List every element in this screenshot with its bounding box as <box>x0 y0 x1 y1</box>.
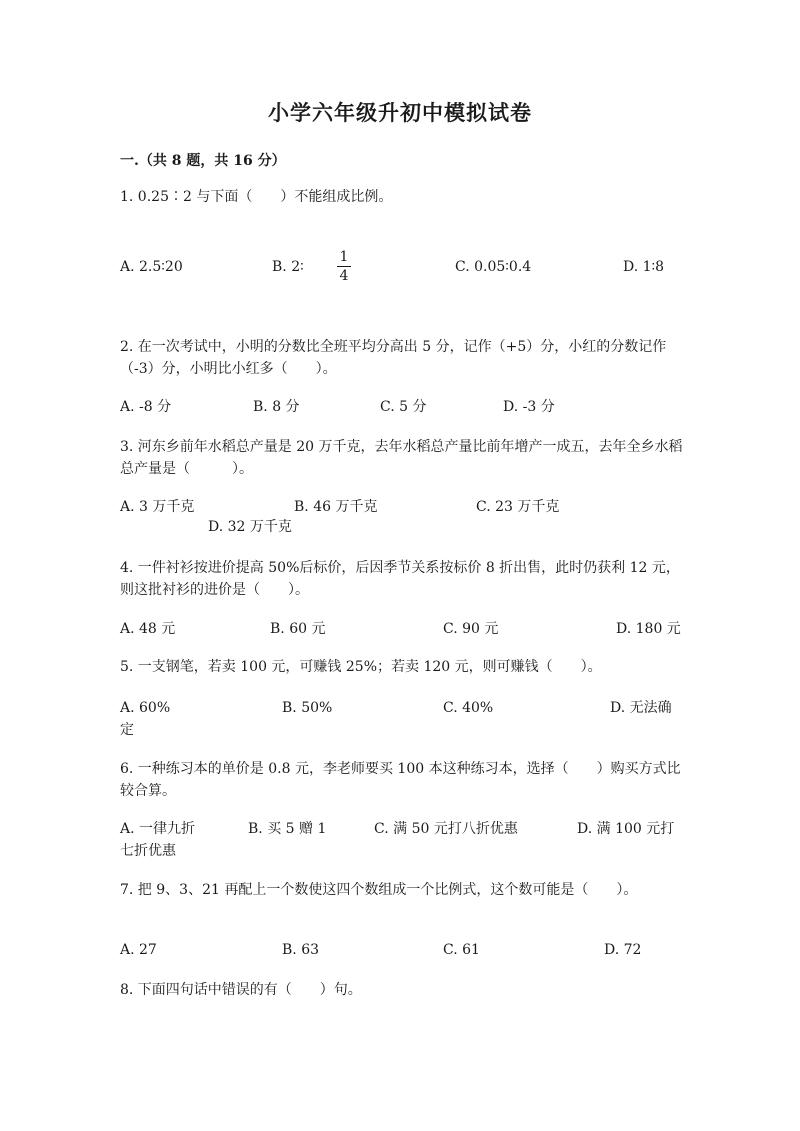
q2-option-d: D. -3 分 <box>503 399 555 415</box>
question-7-text: 7. 把 9、3、21 再配上一个数使这四个数组成一个比例式，这个数可能是（ ）。 <box>120 882 638 898</box>
question-6-text: 6. 一种练习本的单价是 0.8 元，李老师要买 100 本这种练习本，选择（ ）购买方式比较合算。 <box>120 761 681 799</box>
q1-option-b-fraction <box>337 249 351 284</box>
question-4-text: 4. 一件衬衫按进价提高 50%后标价，后因季节关系按标价 8 折出售，此时仍获利 12 元，则这批衬衫的进价是（ ）。 <box>120 560 680 598</box>
q4-option-d: D. 180 元 <box>616 621 681 637</box>
q1-option-d: D. 1∶8 <box>623 259 665 275</box>
page-title: 小学六年级升初中模拟试卷 <box>268 100 532 125</box>
q3-option-d: D. 32 万千克 <box>208 519 292 535</box>
q5-option-b: B. 50% <box>282 700 333 716</box>
fraction-bar <box>337 266 351 267</box>
q2-option-c: C. 5 分 <box>380 399 427 415</box>
q1-option-b: B. 2∶ <box>272 259 304 275</box>
q2-option-b: B. 8 分 <box>253 399 300 415</box>
question-5-text: 5. 一支钢笔，若卖 100 元，可赚钱 25%；若卖 120 元，则可赚钱（ ）。 <box>120 659 602 675</box>
q1-option-c: C. 0.05∶0.4 <box>455 259 532 275</box>
q5-option-c: C. 40% <box>443 700 494 716</box>
q3-option-b: B. 46 万千克 <box>294 499 378 515</box>
question-2-text: 2. 在一次考试中，小明的分数比全班平均分高出 5 分，记作（+5）分，小红的分数记作（-3）分，小明比小红多（ ）。 <box>120 339 667 377</box>
q7-option-a: A. 27 <box>120 942 157 958</box>
q2-option-a: A. -8 分 <box>120 399 172 415</box>
q4-option-a: A. 48 元 <box>120 621 176 637</box>
q3-option-a: A. 3 万千克 <box>120 499 195 515</box>
question-3-text: 3. 河东乡前年水稻总产量是 20 万千克，去年水稻总产量比前年增产一成五，去年全乡水稻总产量是（ ）。 <box>120 439 683 477</box>
section-heading: 一.（共 8 题，共 16 分） <box>120 153 286 169</box>
q4-option-c: C. 90 元 <box>443 621 499 637</box>
q7-option-d: D. 72 <box>604 942 642 958</box>
q6-option-d: D. 满 100 元打七折优惠 <box>120 821 675 859</box>
q5-option-d: D. 无法确定 <box>120 700 672 738</box>
q1-option-a: A. 2.5∶20 <box>120 259 183 275</box>
q5-option-a: A. 60% <box>120 700 171 716</box>
fraction-numerator: 1 <box>339 249 349 265</box>
q6-option-a: A. 一律九折 <box>120 821 196 837</box>
q7-option-b: B. 63 <box>282 942 320 958</box>
question-1-text: 1. 0.25∶2 与下面（ ）不能组成比例。 <box>120 189 393 205</box>
fraction-denominator: 4 <box>339 268 349 284</box>
q4-option-b: B. 60 元 <box>270 621 326 637</box>
q3-option-c: C. 23 万千克 <box>476 499 560 515</box>
q6-option-b: B. 买 5 赠 1 <box>248 821 327 837</box>
q7-option-c: C. 61 <box>443 942 480 958</box>
q6-option-c: C. 满 50 元打八折优惠 <box>374 821 518 837</box>
question-8-text: 8. 下面四句话中错误的有（ ）句。 <box>120 982 362 998</box>
